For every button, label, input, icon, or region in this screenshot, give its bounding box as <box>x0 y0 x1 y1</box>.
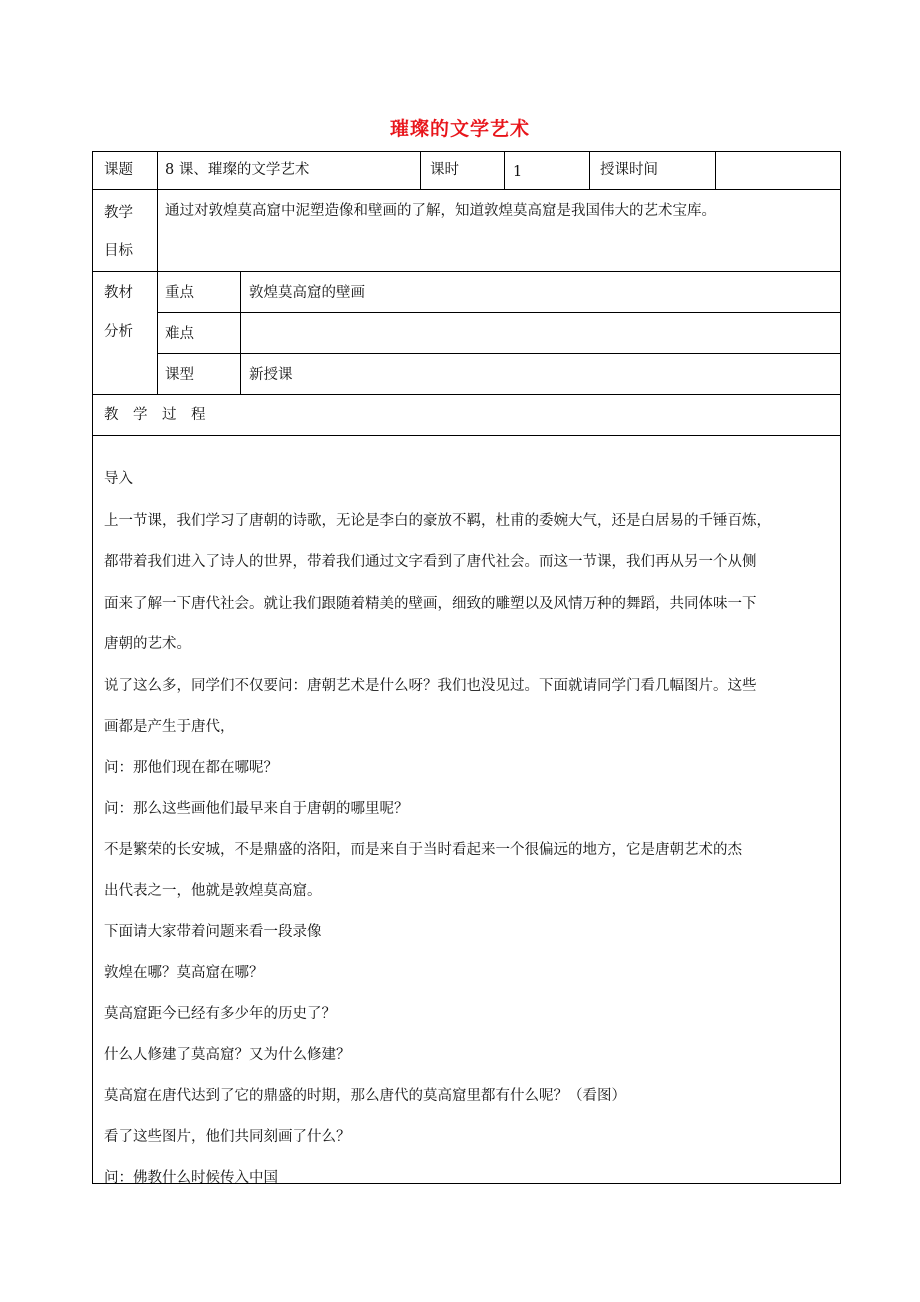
lesson-type-value: 新授课 <box>249 367 293 383</box>
content-line: 都带着我们进入了诗人的世界，带着我们通过文字看到了唐代社会。而这一节课，我们再从另一个从侧 <box>104 554 757 570</box>
table-border-left <box>92 151 93 1184</box>
content-line: 莫高窟距今已经有多少年的历史了？ <box>104 1006 336 1022</box>
document-title: 璀璨的文学艺术 <box>389 118 530 140</box>
row-divider <box>157 312 841 313</box>
goal-label-line1: 教学 <box>104 205 133 221</box>
content-line: 说了这么多，同学们不仅要问：唐朝艺术是什么呀？我们也没见过。下面就请同学门看几幅图片。这些 <box>104 678 757 694</box>
key-point-label: 重点 <box>165 285 194 301</box>
content-line: 敦煌在哪？莫高窟在哪？ <box>104 965 264 981</box>
content-line: 莫高窟在唐代达到了它的鼎盛的时期，那么唐代的莫高窟里都有什么呢？（看图） <box>104 1088 626 1104</box>
row-divider <box>92 271 841 272</box>
goal-text: 通过对敦煌莫高窟中泥塑造像和壁画的了解，知道敦煌莫高窟是我国伟大的艺术宝库。 <box>165 203 716 219</box>
row-divider <box>92 189 841 190</box>
content-line: 问：佛教什么时候传入中国 <box>104 1170 278 1186</box>
content-line: 上一节课，我们学习了唐朝的诗歌，无论是李白的豪放不羁，杜甫的委婉大气，还是白居易的千锤百炼， <box>104 513 771 529</box>
table-border-top <box>92 151 841 152</box>
row-divider <box>92 394 841 395</box>
time-label: 授课时间 <box>600 162 658 178</box>
content-line: 问：那他们现在都在哪呢？ <box>104 760 278 776</box>
column-divider <box>589 151 590 190</box>
content-line: 下面请大家带着问题来看一段录像 <box>104 924 322 940</box>
content-line: 唐朝的艺术。 <box>104 636 191 652</box>
key-point-value: 敦煌莫高窟的壁画 <box>249 285 365 301</box>
row-divider <box>92 435 841 436</box>
analysis-label-line2: 分析 <box>104 324 133 340</box>
column-divider <box>504 151 505 190</box>
goal-label-line2: 目标 <box>104 243 133 259</box>
content-line: 什么人修建了莫高窟？又为什么修建？ <box>104 1047 351 1063</box>
content-line: 画都是产生于唐代， <box>104 719 235 735</box>
analysis-label-line1: 教材 <box>104 285 133 301</box>
content-line: 不是繁荣的长安城，不是鼎盛的洛阳，而是来自于当时看起来一个很偏远的地方，它是唐朝艺术的杰 <box>104 842 742 858</box>
row-divider <box>157 353 841 354</box>
hours-value: 1 <box>513 164 523 180</box>
content-line: 问：那么这些画他们最早来自于唐朝的哪里呢？ <box>104 801 409 817</box>
column-divider <box>240 271 241 395</box>
lesson-type-label: 课型 <box>165 367 194 383</box>
column-divider <box>420 151 421 190</box>
lesson-label: 课题 <box>104 162 133 178</box>
content-line: 导入 <box>104 471 133 487</box>
difficulty-label: 难点 <box>165 326 194 342</box>
hours-label: 课时 <box>430 162 459 178</box>
column-divider <box>715 151 716 190</box>
content-line: 面来了解一下唐代社会。就让我们跟随着精美的壁画，细致的雕塑以及风情万种的舞蹈，共同体味一下 <box>104 596 757 612</box>
process-label: 教 学 过 程 <box>104 407 206 423</box>
table-border-right <box>840 151 841 1184</box>
content-line: 看了这些图片，他们共同刻画了什么？ <box>104 1129 351 1145</box>
column-divider <box>157 151 158 395</box>
content-line: 出代表之一，他就是敦煌莫高窟。 <box>104 883 322 899</box>
lesson-title: 8 课、璀璨的文学艺术 <box>165 162 310 178</box>
